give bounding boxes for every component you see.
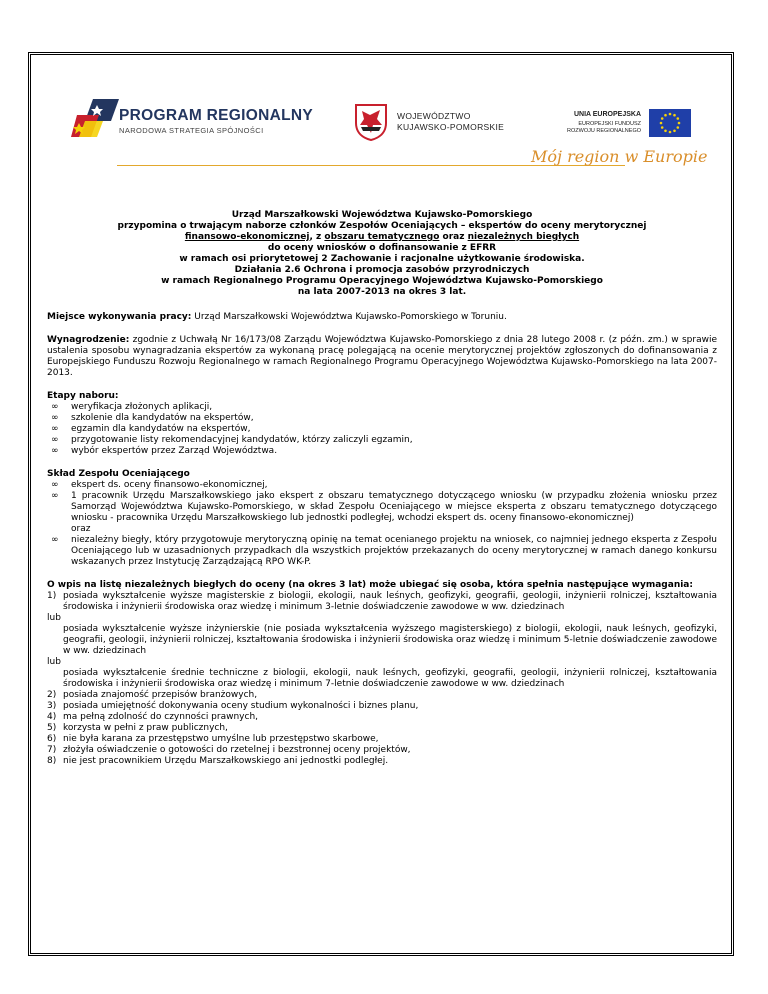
or-separator: lub xyxy=(47,613,61,623)
requirements-list xyxy=(47,591,717,613)
req-text: posiada wykształcenie wyższe magisterskie z biologii, ekologii, nauk leśnych, geofizyki, geografii, geologii, inżynierii rolniczej, kształtowania środowiska i inżynierii środowiska oraz wiedzę i minimum 3-letnie doświadczenie zawodowe w ww. dziedzinach xyxy=(63,591,717,612)
list-item xyxy=(47,756,717,767)
announcement-heading xyxy=(47,210,717,298)
heading-term-thematic: obszaru tematycznego xyxy=(324,232,440,242)
infinity-bullet-icon: ∞ xyxy=(51,435,59,445)
eu-label-line3: ROZWOJU REGIONALNEGO xyxy=(567,128,641,134)
place-label: Miejsce wykonywania pracy: xyxy=(47,312,192,322)
stage-text: egzamin dla kandydatów na ekspertów, xyxy=(71,424,251,434)
list-item xyxy=(47,690,717,701)
heading-line-5: w ramach osi priorytetowej 2 Zachowanie i racjonalne użytkowanie środowiska. xyxy=(179,254,585,264)
eu-label-line1: UNIA EUROPEJSKA xyxy=(573,111,641,118)
heading-line-7: w ramach Regionalnego Programu Operacyjnego Województwa Kujawsko-Pomorskiego xyxy=(161,276,603,286)
req-text: nie była karana za przestępstwo umyślne lub przestępstwo skarbowe, xyxy=(63,734,379,744)
req-number: 6) xyxy=(47,734,57,744)
region-name-line2: KUJAWSKO-POMORSKIE xyxy=(397,122,505,132)
list-item xyxy=(47,591,717,613)
list-item xyxy=(47,723,717,734)
heading-sep-2: oraz xyxy=(439,232,468,242)
list-item xyxy=(47,480,717,491)
req-number: 5) xyxy=(47,723,57,733)
team-or-text: oraz xyxy=(71,524,91,534)
req-number: 8) xyxy=(47,756,57,766)
req-text: złożyła oświadczenie o gotowości do rzetelnej i bezstronnej oceny projektów, xyxy=(63,745,411,755)
heading-line-1: Urząd Marszałkowski Województwa Kujawsko-Pomorskiego xyxy=(231,210,533,220)
list-item xyxy=(47,712,717,723)
list-item xyxy=(47,402,717,413)
team-list xyxy=(47,480,717,568)
list-item xyxy=(47,701,717,712)
team-label: Skład Zespołu Oceniającego xyxy=(47,469,190,479)
list-item xyxy=(47,491,717,535)
alt-requirement-2: posiada wykształcenie średnie techniczne z biologii, ekologii, nauk leśnych, geofizyki, geografii, geologii, inżynierii rolniczej, kształtowania środowiska i inżynierii środowiska oraz wiedzę i minimum 7-letnie doświadczenie zawodowe w ww. dziedzinach xyxy=(63,668,717,689)
req-text: posiada umiejętność dokonywania oceny studium wykonalności i biznes planu, xyxy=(63,701,419,711)
eu-flag-icon xyxy=(649,109,691,137)
stage-text: przygotowanie listy rekomendacyjnej kandydatów, którzy zaliczyli egzamin, xyxy=(71,435,413,445)
region-crest-icon xyxy=(353,103,389,141)
req-number: 7) xyxy=(47,745,57,755)
req-text: nie jest pracownikiem Urzędu Marszałkowskiego ani jednostki podległej. xyxy=(63,756,389,766)
requirements-heading: O wpis na listę niezależnych biegłych do oceny (na okres 3 lat) może ubiegać się osoba, która spełnia następujące wymagania: xyxy=(47,580,693,590)
req-number: 2) xyxy=(47,690,57,700)
infinity-bullet-icon: ∞ xyxy=(51,402,59,412)
logo-bar xyxy=(31,55,731,175)
req-text: ma pełną zdolność do czynności prawnych, xyxy=(63,712,259,722)
requirements-list-rest xyxy=(47,690,717,767)
req-number: 4) xyxy=(47,712,57,722)
req-number: 3) xyxy=(47,701,57,711)
program-subtitle: NARODOWA STRATEGIA SPÓJNOŚCI xyxy=(119,126,264,135)
stage-text: szkolenie dla kandydatów na ekspertów, xyxy=(71,413,254,423)
list-item xyxy=(47,745,717,756)
infinity-bullet-icon: ∞ xyxy=(51,535,59,545)
req-text: korzysta w pełni z praw publicznych, xyxy=(63,723,228,733)
infinity-bullet-icon: ∞ xyxy=(51,424,59,434)
eu-label-line2: EUROPEJSKI FUNDUSZ xyxy=(578,121,641,127)
infinity-bullet-icon: ∞ xyxy=(51,446,59,456)
req-text: posiada znajomość przepisów branżowych, xyxy=(63,690,258,700)
heading-line-8: na lata 2007-2013 na okres 3 lat. xyxy=(297,287,467,297)
infinity-bullet-icon: ∞ xyxy=(51,413,59,423)
infinity-bullet-icon: ∞ xyxy=(51,491,59,501)
document-body xyxy=(47,210,717,767)
team-member-text: ekspert ds. oceny finansowo-ekonomicznej, xyxy=(71,480,268,490)
heading-term-experts: niezależnych biegłych xyxy=(467,232,580,242)
region-motto: Mój region w Europie xyxy=(531,147,708,166)
alt-requirement-1: posiada wykształcenie wyższe inżynierskie (nie posiada wykształcenia wyższego magisterskiego) z biologii, ekologii, nauk leśnych, geofizyki, geografii, geologii, inżynierii rolniczej, kształtowania środowiska i inżynierii środowiska oraz wiedzę i minimum 5-letnie doświadczenie zawodowe w ww. dziedzinach xyxy=(63,624,717,656)
salary-label: Wynagrodzenie: xyxy=(47,335,130,345)
heading-line-6: Działania 2.6 Ochrona i promocja zasobów przyrodniczych xyxy=(234,265,530,275)
list-item xyxy=(47,435,717,446)
stages-label: Etapy naboru: xyxy=(47,391,119,401)
place-of-work xyxy=(47,312,717,323)
infinity-bullet-icon: ∞ xyxy=(51,480,59,490)
place-text: Urząd Marszałkowski Województwa Kujawsko-Pomorskiego w Toruniu. xyxy=(191,312,507,322)
program-regionalny-logo-icon xyxy=(71,97,121,139)
or-separator: lub xyxy=(47,657,61,667)
stage-text: wybór ekspertów przez Zarząd Województwa. xyxy=(71,446,278,456)
heading-line-2: przypomina o trwającym naborze członków Zespołów Oceniających – ekspertów do oceny merytorycznej xyxy=(117,221,647,231)
list-item xyxy=(47,446,717,457)
salary-paragraph xyxy=(47,335,717,379)
heading-term-financial: finansowo-ekonomicznej xyxy=(184,232,310,242)
stages-list xyxy=(47,402,717,457)
list-item xyxy=(47,734,717,745)
list-item xyxy=(47,424,717,435)
team-member-text: 1 pracownik Urzędu Marszałkowskiego jako ekspert z obszaru tematycznego dotyczącego wniosku (w przypadku złożenia wniosku przez Samorząd Województwa Kujawsko-Pomorskiego, w skład Zespołu Oceniającego w miejsce eksperta z obszaru tematycznego dotyczącego wniosku - pracownika Urzędu Marszałkowskiego lub jednostki podległej, wchodzi ekspert ds. oceny finansowo-ekonomicznej) xyxy=(71,491,717,523)
stage-text: weryfikacja złożonych aplikacji, xyxy=(71,402,213,412)
req-number: 1) xyxy=(47,591,57,601)
heading-line-3 xyxy=(47,232,717,243)
program-title: PROGRAM REGIONALNY xyxy=(119,107,313,124)
heading-line-4: do oceny wniosków o dofinansowanie z EFRR xyxy=(267,243,497,253)
list-item xyxy=(47,413,717,424)
salary-text: zgodnie z Uchwałą Nr 16/173/08 Zarządu Województwa Kujawsko-Pomorskiego z dnia 28 lutego 2008 r. (z późn. zm.) w sprawie ustalenia sposobu wynagradzania ekspertów za wykonaną pracę polegającą na ocenie merytorycznej projektów zgłoszonych do dofinansowania z Europejskiego Funduszu Rozwoju Regionalnego w ramach Regionalnego Programu Operacyjnego Województwa Kujawsko-Pomorskiego na lata 2007-2013. xyxy=(47,335,717,378)
team-member-text: niezależny biegły, który przygotowuje merytoryczną opinię na temat ocenianego projektu na wniosek, co najmniej jednego eksperta z Zespołu Oceniającego lub w uzasadnionych przypadkach dla wszystkich projektów przekazanych do oceny merytorycznej w ramach danego konkursu wskazanych przez Instytucję Zarządzającą RPO WK-P. xyxy=(71,535,717,567)
list-item xyxy=(47,535,717,568)
document-frame xyxy=(28,52,734,956)
heading-sep-1: , z xyxy=(309,232,325,242)
region-name-line1: WOJEWÓDZTWO xyxy=(397,111,471,121)
